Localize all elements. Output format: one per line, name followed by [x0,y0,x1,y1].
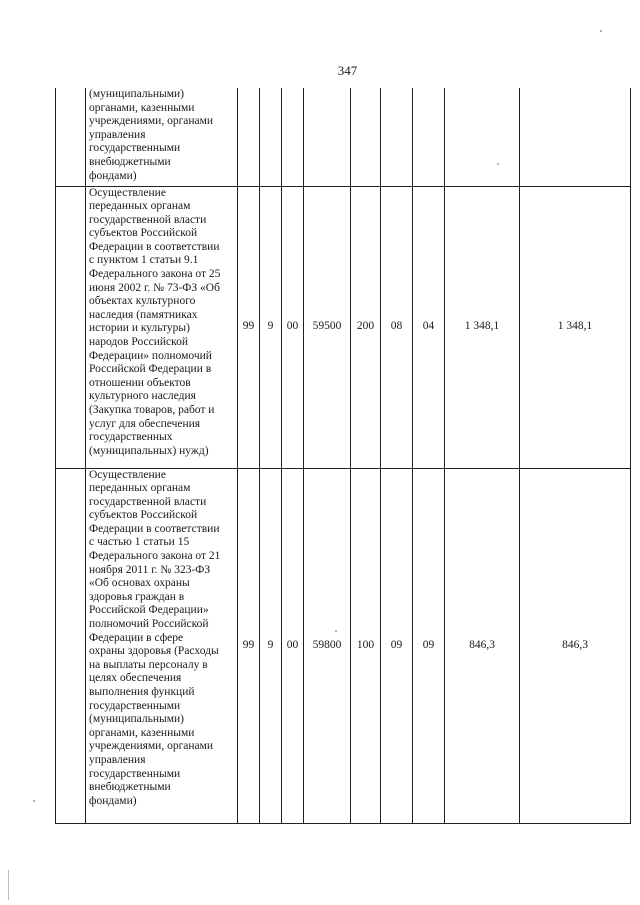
scan-speck [33,800,35,802]
description-text: Осуществление переданных органам государственной власти субъектов Российской Федерации в соответствии с частью 1 статьи 15 Федерального закона от 21 ноября 2011 г. № 323-ФЗ «Об основах охраны здоровья граждан в Российской Федерации» полномочий Российской Федерации в сфере охраны здоровья (Расходы на выплаты персоналу в целях обеспечения выполнения функций государственными (муниципальными) органами, казенными учреждениями, органами управления государственными внебюджетными фондами) [89,468,221,807]
section-cell: 08 [381,186,413,468]
expense-code-cell: 59500 [304,186,351,468]
section-cell [381,88,413,186]
description-text: Осуществление переданных органам государственной власти субъектов Российской Федерации в соответствии с пунктом 1 статьи 9.1 Федерального закона от 25 июня 2002 г. № 73-ФЗ «Об объектах культурного наследия (памятниках истории и культуры) народов Российской Федерации» полномочий Российской Федерации в отношении объектов культурного наследия (Закупка товаров, работ и услуг для обеспечения государственных (муниципальных) нужд) [89,186,221,457]
expense-type-cell: 200 [351,186,381,468]
direction-cell: 00 [282,468,304,823]
amount-1-cell: 1 348,1 [445,186,520,468]
description-text: (муниципальными) органами, казенными учреждениями, органами управления государственными внебюджетными фондами) [89,88,214,182]
table-row [56,468,631,823]
subsection-cell: 09 [413,468,445,823]
expense-type-cell [351,88,381,186]
description-cell [86,186,238,468]
subprogram-cell [260,88,282,186]
section-cell: 09 [381,468,413,823]
scan-speck [600,30,602,32]
expense-code-cell [304,88,351,186]
expense-code-cell: 59800 [304,468,351,823]
scan-speck [335,630,337,632]
program-cell: 99 [238,468,260,823]
expense-type-cell: 100 [351,468,381,823]
direction-cell: 00 [282,186,304,468]
amount-2-cell: 846,3 [520,468,631,823]
program-cell: 99 [238,186,260,468]
scan-speck [497,163,499,165]
subprogram-cell: 9 [260,468,282,823]
subsection-cell: 04 [413,186,445,468]
row-index-cell [56,88,86,186]
subsection-cell [413,88,445,186]
table-body [56,88,631,823]
subprogram-cell: 9 [260,186,282,468]
amount-1-cell: 846,3 [445,468,520,823]
description-cell [86,88,238,186]
scan-margin-mark [8,870,9,900]
direction-cell [282,88,304,186]
table-row [56,88,631,186]
program-cell [238,88,260,186]
page-number: 347 [337,63,358,78]
row-index-cell [56,468,86,823]
amount-2-cell: 1 348,1 [520,186,631,468]
description-cell [86,468,238,823]
budget-table [55,88,631,824]
row-index-cell [56,186,86,468]
table-row [56,186,631,468]
amount-1-cell [445,88,520,186]
amount-2-cell [520,88,631,186]
